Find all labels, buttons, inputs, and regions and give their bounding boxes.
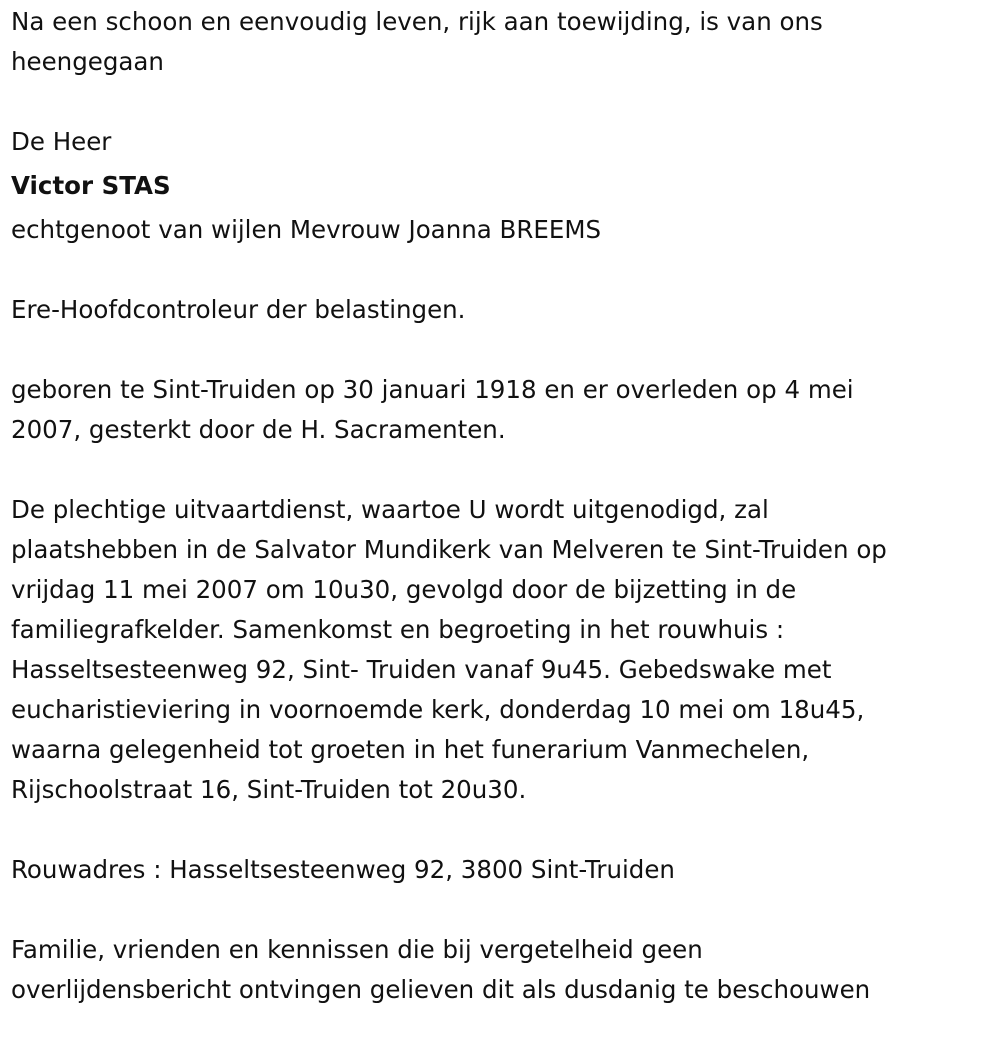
paragraph-spacer [11, 810, 986, 850]
closing-paragraph [11, 930, 986, 1010]
funeral-line: Hasseltsesteenweg 92, Sint- Truiden vanaf 9u45. Gebedswake met [11, 655, 832, 684]
intro-line: heengegaan [11, 47, 164, 76]
deceased-name: Victor STAS [11, 171, 171, 200]
closing-line: Familie, vrienden en kennissen die bij vergetelheid geen [11, 935, 703, 964]
funeral-line: vrijdag 11 mei 2007 om 10u30, gevolgd door de bijzetting in de [11, 575, 797, 604]
paragraph-spacer [11, 82, 986, 122]
birth-death-line: geboren te Sint-Truiden op 30 januari 1918 en er overleden op 4 mei [11, 375, 854, 404]
funeral-paragraph [11, 490, 986, 810]
birth-death-paragraph [11, 370, 986, 450]
funeral-line: familiegrafkelder. Samenkomst en begroeting in het rouwhuis : [11, 615, 785, 644]
funeral-line: De plechtige uitvaartdienst, waartoe U wordt uitgenodigd, zal [11, 495, 769, 524]
paragraph-spacer [11, 330, 986, 370]
paragraph-spacer [11, 890, 986, 930]
birth-death-line: 2007, gesterkt door de H. Sacramenten. [11, 415, 506, 444]
paragraph-spacer [11, 250, 986, 290]
intro-paragraph [11, 2, 986, 82]
funeral-line: Rijschoolstraat 16, Sint-Truiden tot 20u30. [11, 775, 527, 804]
title-line: Ere-Hoofdcontroleur der belastingen. [11, 295, 466, 324]
spouse-line: echtgenoot van wijlen Mevrouw Joanna BREEMS [11, 215, 602, 244]
paragraph-spacer [11, 450, 986, 490]
funeral-line: plaatshebben in de Salvator Mundikerk van Melveren te Sint-Truiden op [11, 535, 887, 564]
intro-line: Na een schoon en eenvoudig leven, rijk aan toewijding, is van ons [11, 7, 823, 36]
salutation: De Heer [11, 127, 112, 156]
funeral-line: eucharistieviering in voornoemde kerk, donderdag 10 mei om 18u45, [11, 695, 865, 724]
closing-line: overlijdensbericht ontvingen gelieven dit als dusdanig te beschouwen [11, 975, 871, 1004]
mourning-address: Rouwadres : Hasseltsesteenweg 92, 3800 Sint-Truiden [11, 855, 675, 884]
funeral-line: waarna gelegenheid tot groeten in het funerarium Vanmechelen, [11, 735, 810, 764]
